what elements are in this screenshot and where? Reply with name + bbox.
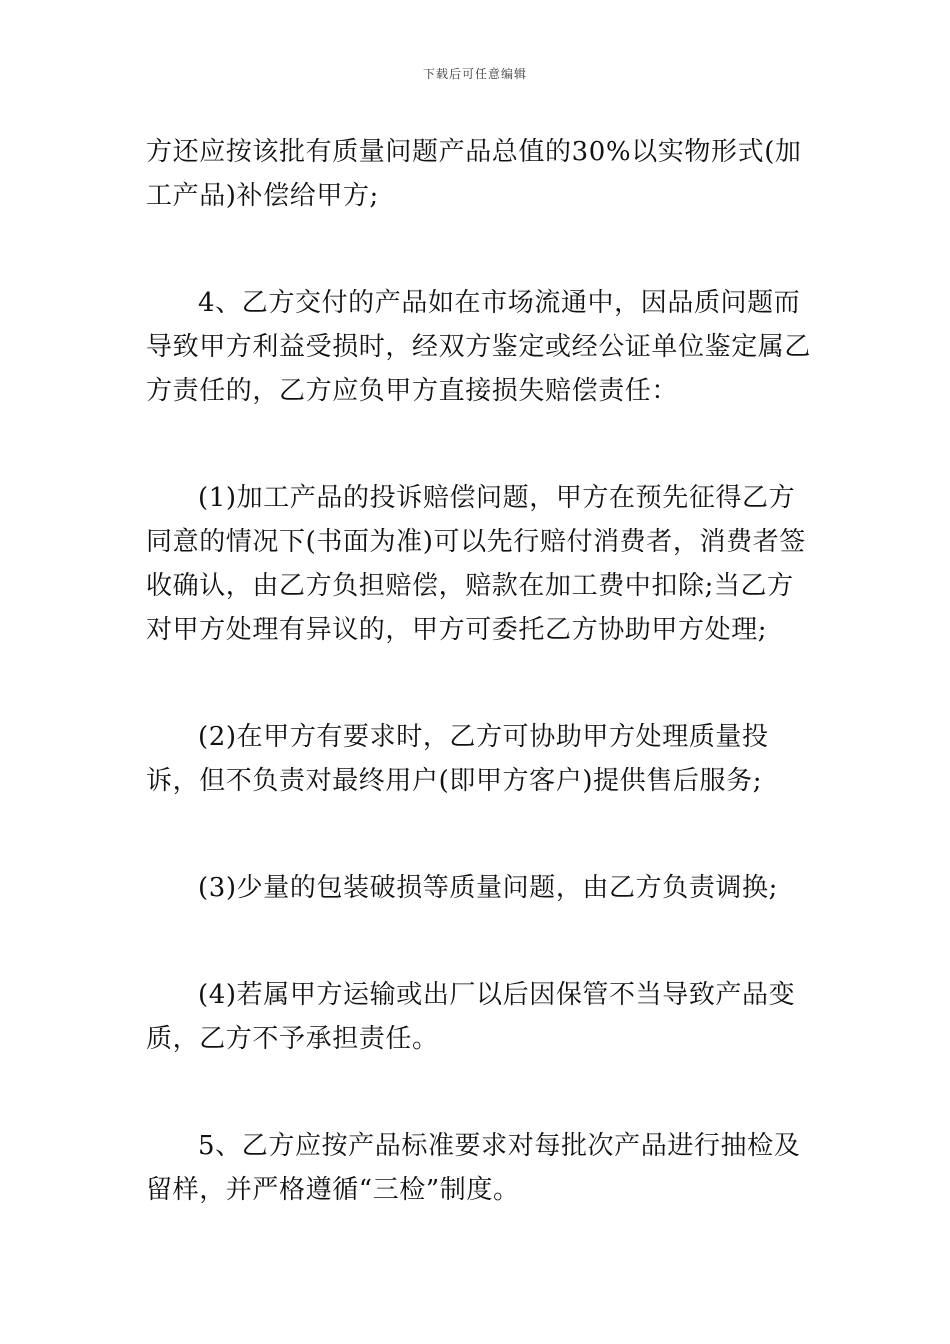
document-body bbox=[146, 130, 818, 1275]
paragraph-clause-5: 5、乙方应按产品标准要求对每批次产品进行抽检及留样，并严格遵循“三检”制度。 bbox=[146, 1131, 801, 1205]
paragraph-item-4: (4)若属甲方运输或出厂以后因保管不当导致产品变质，乙方不予承担责任。 bbox=[146, 980, 796, 1054]
paragraph-continuation: 方还应按该批有质量问题产品总值的30%以实物形式(加工产品)补偿给甲方; bbox=[146, 137, 802, 211]
paragraph-item-3: (3)少量的包装破损等质量问题，由乙方负责调换; bbox=[198, 873, 778, 903]
paragraph-clause-4: 4、乙方交付的产品如在市场流通中，因品质问题而导致甲方利益受损时，经双方鉴定或经公证单位鉴定属乙方责任的，乙方应负甲方直接损失赔偿责任： bbox=[146, 288, 812, 406]
paragraph-item-2: (2)在甲方有要求时，乙方可协助甲方处理质量投诉，但不负责对最终用户(即甲方客户)提供售后服务; bbox=[146, 722, 769, 796]
paragraph-item-1: (1)加工产品的投诉赔偿问题，甲方在预先征得乙方同意的情况下(书面为准)可以先行赔付消费者，消费者签收确认，由乙方负担赔偿，赔款在加工费中扣除;当乙方对甲方处理有异议的，甲方可委托乙方协助甲方处理; bbox=[146, 483, 806, 645]
header-note: 下载后可任意编辑 bbox=[422, 67, 527, 81]
